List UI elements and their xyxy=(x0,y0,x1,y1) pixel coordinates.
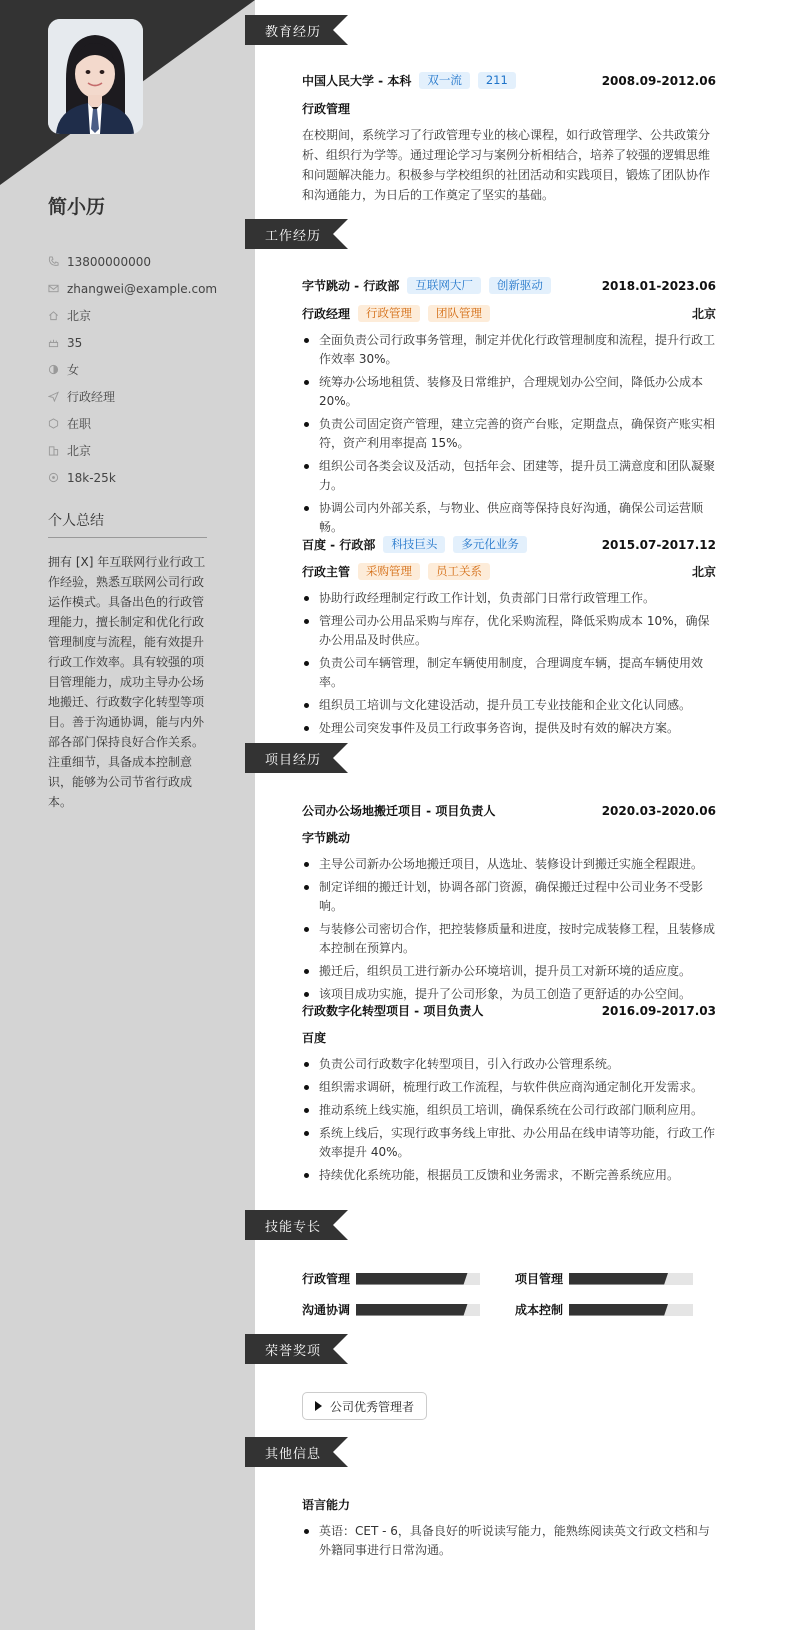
project-title: 公司办公场地搬迁项目 - 项目负责人 xyxy=(302,804,496,818)
list-item: 搬迁后，组织员工进行新办公环境培训，提升员工对新环境的适应度。 xyxy=(302,962,716,981)
work-role-row xyxy=(302,563,716,580)
list-item: 制定详细的搬迁计划，协调各部门资源，确保搬迁过程中公司业务不受影响。 xyxy=(302,878,716,916)
summary-divider xyxy=(48,537,207,538)
list-item: 协调公司内外部关系，与物业、供应商等保持良好沟通，确保公司运营顺畅。 xyxy=(302,499,716,537)
info-gender xyxy=(48,356,218,383)
work-entry-head xyxy=(302,277,716,294)
list-item: 系统上线后，实现行政事务线上审批、办公用品在线申请等功能，行政工作效率提升 40%。 xyxy=(302,1124,716,1162)
skill-bar xyxy=(356,1273,480,1285)
work-role-tag: 行政管理 xyxy=(358,305,420,322)
project-title: 行政数字化转型项目 - 项目负责人 xyxy=(302,1004,484,1018)
work-bullets xyxy=(302,331,716,541)
section-title-skills: 技能专长 xyxy=(265,1220,322,1235)
section-header-skills xyxy=(245,1210,348,1240)
section-title-other: 其他信息 xyxy=(265,1447,322,1462)
list-item: 组织公司各类会议及活动，包括年会、团建等，提升员工满意度和团队凝聚力。 xyxy=(302,457,716,495)
project-org-row xyxy=(302,1029,716,1046)
work-tag: 多元化业务 xyxy=(453,536,527,553)
section-title-projects: 项目经历 xyxy=(265,753,322,768)
project-entry-head xyxy=(302,802,716,819)
work-role: 行政经理 xyxy=(302,307,351,321)
info-salary-text: 18k-25k xyxy=(67,470,116,485)
section-header-education xyxy=(245,15,348,45)
education-date: 2008.09-2012.06 xyxy=(601,73,716,88)
section-title-honors: 荣誉奖项 xyxy=(265,1344,322,1359)
skill-name: 成本控制 xyxy=(515,1303,564,1317)
section-header-work xyxy=(245,219,348,249)
work-role-tag: 采购管理 xyxy=(358,563,420,580)
info-phone xyxy=(48,248,218,275)
work-company: 百度 - 行政部 xyxy=(302,538,376,552)
list-item: 负责公司行政数字化转型项目，引入行政办公管理系统。 xyxy=(302,1055,716,1074)
phone-icon xyxy=(48,256,59,267)
section-header-honors xyxy=(245,1334,348,1364)
summary-text: 拥有 [X] 年互联网行业行政工作经验，熟悉互联网公司行政运作模式。具备出色的行政管理能力，擅长制定和优化行政管理制度与流程，能有效提升行政工作效率。具有较强的项目管理能力，成功主导办公场地搬迁、行政数字化转型等项目。善于沟通协调，能与内外部各部门保持良好合作关系。注重细节，具备成本控制意识，能够为公司节省行政成本。 xyxy=(48,555,206,809)
info-location xyxy=(48,302,218,329)
list-item: 持续优化系统功能，根据员工反馈和业务需求，不断完善系统应用。 xyxy=(302,1166,716,1185)
project-entry-head xyxy=(302,1002,716,1019)
home-icon xyxy=(48,310,59,321)
list-item: 协助行政经理制定行政工作计划，负责部门日常行政管理工作。 xyxy=(302,589,716,608)
list-item: 组织需求调研，梳理行政工作流程，与软件供应商沟通定制化开发需求。 xyxy=(302,1078,716,1097)
skill-bar xyxy=(356,1304,480,1316)
skill-name: 项目管理 xyxy=(515,1272,564,1286)
project-org-row xyxy=(302,829,716,846)
list-item: 推动系统上线实施，组织员工培训，确保系统在公司行政部门顺利应用。 xyxy=(302,1101,716,1120)
city-icon xyxy=(48,445,59,456)
mail-icon xyxy=(48,283,59,294)
info-position-text: 行政经理 xyxy=(67,390,116,404)
info-age-text: 35 xyxy=(67,335,83,350)
work-role-row xyxy=(302,305,716,322)
skill-bar xyxy=(569,1273,693,1285)
work-city: 北京 xyxy=(691,307,716,321)
main-content xyxy=(245,0,794,1630)
summary-title: 个人总结 xyxy=(48,513,104,529)
other-bullets xyxy=(302,1522,716,1564)
project-date: 2016.09-2017.03 xyxy=(601,1003,716,1018)
section-title-work: 工作经历 xyxy=(265,229,322,244)
list-item: 统筹办公场地租赁、装修及日常维护，合理规划办公空间，降低办公成本 20%。 xyxy=(302,373,716,411)
skill-name: 行政管理 xyxy=(302,1272,351,1286)
other-heading-row xyxy=(302,1496,716,1513)
education-tag: 双一流 xyxy=(419,72,470,89)
gender-icon xyxy=(48,364,59,375)
list-item: 与装修公司密切合作，把控装修质量和进度，按时完成装修工程，且装修成本控制在预算内。 xyxy=(302,920,716,958)
education-school: 中国人民大学 - 本科 xyxy=(302,74,412,88)
section-header-projects xyxy=(245,743,348,773)
info-status-text: 在职 xyxy=(67,417,92,431)
skill-name: 沟通协调 xyxy=(302,1303,351,1317)
avatar-photo xyxy=(48,19,143,134)
project-bullets xyxy=(302,855,716,1008)
work-city: 北京 xyxy=(691,565,716,579)
list-item: 负责公司固定资产管理，建立完善的资产台账，定期盘点，确保资产账实相符，资产利用率提高 15%。 xyxy=(302,415,716,453)
info-age xyxy=(48,329,218,356)
work-company: 字节跳动 - 行政部 xyxy=(302,279,400,293)
section-header-other xyxy=(245,1437,348,1467)
work-date: 2015.07-2017.12 xyxy=(601,537,716,552)
work-entry-head xyxy=(302,536,716,553)
list-item: 主导公司新办公场地搬迁项目，从选址、装修设计到搬迁实施全程跟进。 xyxy=(302,855,716,874)
list-item: 全面负责公司行政事务管理，制定并优化行政管理制度和流程，提升行政工作效率 30%。 xyxy=(302,331,716,369)
work-bullets xyxy=(302,589,716,742)
skill-item xyxy=(515,1301,693,1318)
education-major-row xyxy=(302,100,716,117)
info-position xyxy=(48,383,218,410)
candidate-name: 简小历 xyxy=(48,196,106,218)
work-role: 行政主管 xyxy=(302,565,351,579)
list-item: 管理公司办公用品采购与库存，优化采购流程，降低采购成本 10%，确保办公用品及时供应。 xyxy=(302,612,716,650)
list-item: 组织员工培训与文化建设活动，提升员工专业技能和企业文化认同感。 xyxy=(302,696,716,715)
education-major: 行政管理 xyxy=(302,102,351,116)
project-date: 2020.03-2020.06 xyxy=(601,803,716,818)
skill-item xyxy=(515,1270,693,1287)
project-org: 百度 xyxy=(302,1031,327,1045)
project-bullets xyxy=(302,1055,716,1189)
skill-item xyxy=(302,1301,480,1318)
education-description: 在校期间，系统学习了行政管理专业的核心课程，如行政管理学、公共政策分析、组织行为学等。通过理论学习与案例分析相结合，培养了较强的逻辑思维和问题解决能力。积极参与学校组织的社团活动和实践项目，锻炼了团队协作和沟通能力，为日后的工作奠定了坚实的基础。 xyxy=(302,128,711,202)
list-item: 英语：CET - 6，具备良好的听说读写能力，能熟练阅读英文行政文档和与外籍同事进行日常沟通。 xyxy=(302,1522,716,1560)
salary-icon xyxy=(48,472,59,483)
work-tag: 互联网大厂 xyxy=(407,277,481,294)
skill-fill xyxy=(356,1304,468,1316)
list-item: 处理公司突发事件及员工行政事务咨询，提供及时有效的解决方案。 xyxy=(302,719,716,738)
education-tag: 211 xyxy=(478,72,516,89)
work-tag: 创新驱动 xyxy=(489,277,551,294)
info-email-text: zhangwei@example.com xyxy=(67,281,218,296)
info-location-text: 北京 xyxy=(67,309,92,323)
avatar xyxy=(48,19,143,134)
work-date: 2018.01-2023.06 xyxy=(601,278,716,293)
list-item: 该项目成功实施，提升了公司形象，为员工创造了更舒适的办公空间。 xyxy=(302,985,716,1004)
info-city xyxy=(48,437,218,464)
age-icon xyxy=(48,337,59,348)
work-role-tag: 员工关系 xyxy=(428,563,490,580)
other-heading: 语言能力 xyxy=(302,1498,351,1512)
info-city-text: 北京 xyxy=(67,444,92,458)
skill-bar xyxy=(569,1304,693,1316)
skill-fill xyxy=(356,1273,468,1285)
project-org: 字节跳动 xyxy=(302,831,351,845)
skill-item xyxy=(302,1270,480,1287)
position-icon xyxy=(48,391,59,402)
info-salary xyxy=(48,464,218,491)
info-status xyxy=(48,410,218,437)
section-title-education: 教育经历 xyxy=(265,25,322,40)
list-item: 负责公司车辆管理，制定车辆使用制度，合理调度车辆，提高车辆使用效率。 xyxy=(302,654,716,692)
play-icon xyxy=(315,1401,322,1411)
sidebar xyxy=(0,0,255,1630)
work-tag: 科技巨头 xyxy=(383,536,445,553)
info-phone-text: 13800000000 xyxy=(67,254,151,269)
contact-info-list xyxy=(48,248,218,491)
honor-label: 公司优秀管理者 xyxy=(330,1399,415,1414)
status-icon xyxy=(48,418,59,429)
skill-fill xyxy=(569,1273,668,1285)
info-gender-text: 女 xyxy=(67,363,80,377)
work-role-tag: 团队管理 xyxy=(428,305,490,322)
info-email xyxy=(48,275,218,302)
education-entry-head xyxy=(302,72,716,89)
honor-item[interactable] xyxy=(302,1392,427,1420)
skill-fill xyxy=(569,1304,668,1316)
